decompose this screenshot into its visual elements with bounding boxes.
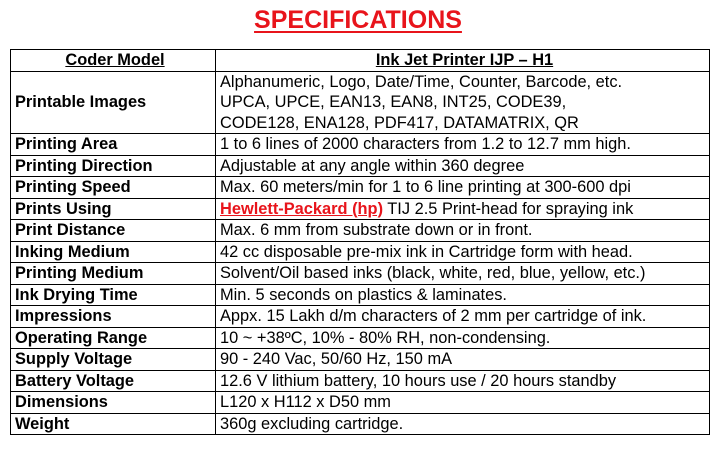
row-label: Supply Voltage bbox=[11, 349, 216, 371]
table-row bbox=[11, 241, 710, 263]
table-row bbox=[11, 198, 710, 220]
row-label: Weight bbox=[11, 413, 216, 435]
row-label: Impressions bbox=[11, 306, 216, 328]
table-row bbox=[11, 220, 710, 242]
row-value: Min. 5 seconds on plastics & laminates. bbox=[216, 284, 710, 306]
table-row bbox=[11, 263, 710, 285]
row-label: Prints Using bbox=[11, 198, 216, 220]
row-label: Printing Area bbox=[11, 134, 216, 156]
header-model-name: Ink Jet Printer IJP – H1 bbox=[216, 50, 710, 72]
row-value bbox=[216, 71, 710, 134]
row-label: Printable Images bbox=[11, 71, 216, 134]
row-label: Printing Direction bbox=[11, 155, 216, 177]
row-label: Print Distance bbox=[11, 220, 216, 242]
row-label: Printing Medium bbox=[11, 263, 216, 285]
row-value-line: UPCA, UPCE, EAN13, EAN8, INT25, CODE39, bbox=[220, 93, 567, 111]
row-label: Dimensions bbox=[11, 392, 216, 414]
row-value bbox=[216, 198, 710, 220]
page-title: SPECIFICATIONS bbox=[254, 6, 462, 34]
row-label: Operating Range bbox=[11, 327, 216, 349]
hewlett-packard-link[interactable]: Hewlett-Packard (hp) bbox=[220, 199, 384, 218]
table-row bbox=[11, 177, 710, 199]
table-row bbox=[11, 134, 710, 156]
row-value: Max. 60 meters/min for 1 to 6 line printing at 300-600 dpi bbox=[216, 177, 710, 199]
header-coder-model: Coder Model bbox=[11, 50, 216, 72]
row-label: Ink Drying Time bbox=[11, 284, 216, 306]
row-value: 1 to 6 lines of 2000 characters from 1.2 to 12.7 mm high. bbox=[216, 134, 710, 156]
row-value-line: CODE128, ENA128, PDF417, DATAMATRIX, QR bbox=[220, 113, 579, 132]
row-value: Max. 6 mm from substrate down or in front. bbox=[216, 220, 710, 242]
table-row bbox=[11, 327, 710, 349]
table-row bbox=[11, 370, 710, 392]
row-value: 42 cc disposable pre-mix ink in Cartridge form with head. bbox=[216, 241, 710, 263]
row-value: 12.6 V lithium battery, 10 hours use / 20 hours standby bbox=[216, 370, 710, 392]
table-row bbox=[11, 413, 710, 435]
table-row bbox=[11, 284, 710, 306]
table-row bbox=[11, 392, 710, 414]
row-label: Inking Medium bbox=[11, 241, 216, 263]
row-value: Adjustable at any angle within 360 degree bbox=[216, 155, 710, 177]
table-row bbox=[11, 71, 710, 134]
table-header-row bbox=[11, 50, 710, 72]
specifications-table bbox=[10, 49, 710, 435]
row-label: Battery Voltage bbox=[11, 370, 216, 392]
row-label: Printing Speed bbox=[11, 177, 216, 199]
row-value: Solvent/Oil based inks (black, white, red, blue, yellow, etc.) bbox=[216, 263, 710, 285]
table-row bbox=[11, 155, 710, 177]
row-value-line: Alphanumeric, Logo, Date/Time, Counter, Barcode, etc. bbox=[220, 72, 623, 91]
row-value: Appx. 15 Lakh d/m characters of 2 mm per cartridge of ink. bbox=[216, 306, 710, 328]
row-value-text: TIJ 2.5 Print-head for spraying ink bbox=[383, 199, 634, 218]
row-value: 10 ~ +38ºC, 10% - 80% RH, non-condensing. bbox=[216, 327, 710, 349]
row-value: L120 x H112 x D50 mm bbox=[216, 392, 710, 414]
table-row bbox=[11, 349, 710, 371]
row-value: 90 - 240 Vac, 50/60 Hz, 150 mA bbox=[216, 349, 710, 371]
row-value: 360g excluding cartridge. bbox=[216, 413, 710, 435]
table-row bbox=[11, 306, 710, 328]
